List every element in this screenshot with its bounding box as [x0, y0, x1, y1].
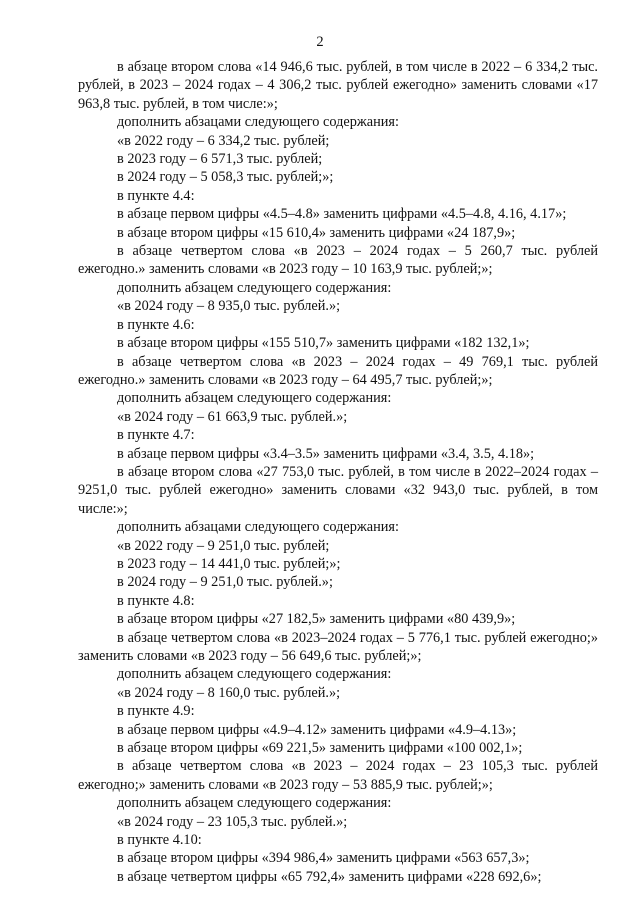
paragraph-17: в пункте 4.7: — [117, 427, 195, 444]
paragraph-26: в абзаце четвертом слова «в 2023–2024 годах – 5 776,1 тыс. рублей ежегодно;» заменить словами «в 2023 году – 56 649,6 тыс. рублей;»; — [78, 629, 598, 664]
paragraph-28: «в 2024 году – 8 160,0 тыс. рублей.»; — [117, 684, 341, 701]
paragraph-22: в 2023 году – 14 441,0 тыс. рублей;»; — [117, 555, 341, 572]
paragraph-27: дополнить абзацем следующего содержания: — [117, 666, 392, 683]
paragraph-29: в пункте 4.9: — [117, 703, 195, 720]
paragraph-8: в абзаце втором цифры «15 610,4» заменить цифрами «24 187,9»; — [117, 224, 516, 241]
paragraph-14: в абзаце четвертом слова «в 2023 – 2024 годах – 49 769,1 тыс. рублей ежегодно.» заменить словами «в 2023 году – 64 495,7 тыс. рублей;»; — [78, 353, 598, 388]
paragraph-13: в абзаце втором цифры «155 510,7» заменить цифрами «182 132,1»; — [117, 335, 530, 352]
paragraph-35: в пункте 4.10: — [117, 832, 202, 849]
paragraph-6: в пункте 4.4: — [117, 187, 195, 204]
paragraph-2: дополнить абзацами следующего содержания: — [117, 114, 399, 131]
paragraph-31: в абзаце втором цифры «69 221,5» заменить цифрами «100 002,1»; — [117, 740, 523, 757]
paragraph-30: в абзаце первом цифры «4.9–4.12» заменить цифрами «4.9–4.13»; — [117, 721, 517, 738]
paragraph-15: дополнить абзацем следующего содержания: — [117, 390, 392, 407]
paragraph-5: в 2024 году – 5 058,3 тыс. рублей;»; — [117, 169, 334, 186]
paragraph-20: дополнить абзацами следующего содержания: — [117, 519, 399, 536]
paragraph-4: в 2023 году – 6 571,3 тыс. рублей; — [117, 151, 323, 168]
paragraph-33: дополнить абзацем следующего содержания: — [117, 795, 392, 812]
paragraph-7: в абзаце первом цифры «4.5–4.8» заменить цифрами «4.5–4.8, 4.16, 4.17»; — [117, 206, 567, 223]
paragraph-36: в абзаце втором цифры «394 986,4» заменить цифрами «563 657,3»; — [117, 850, 530, 867]
paragraph-10: дополнить абзацем следующего содержания: — [117, 279, 392, 296]
paragraph-18: в абзаце первом цифры «3.4–3.5» заменить цифрами «3.4, 3.5, 4.18»; — [117, 445, 535, 462]
paragraph-16: «в 2024 году – 61 663,9 тыс. рублей.»; — [117, 408, 348, 425]
paragraph-12: в пункте 4.6: — [117, 316, 195, 333]
paragraph-21: «в 2022 году – 9 251,0 тыс. рублей; — [117, 537, 330, 554]
paragraph-19: в абзаце втором слова «27 753,0 тыс. рублей, в том числе в 2022–2024 годах – 9251,0 тыс. рублей ежегодно» заменить словами «32 943,0 тыс. рублей, в том числе:»; — [78, 463, 598, 517]
document-body — [78, 58, 598, 886]
paragraph-34: «в 2024 году – 23 105,3 тыс. рублей.»; — [117, 813, 348, 830]
paragraph-24: в пункте 4.8: — [117, 592, 195, 609]
paragraph-32: в абзаце четвертом слова «в 2023 – 2024 годах – 23 105,3 тыс. рублей ежегодно;» заменить словами «в 2023 году – 53 885,9 тыс. рублей;»; — [78, 758, 598, 793]
paragraph-3: «в 2022 году – 6 334,2 тыс. рублей; — [117, 132, 330, 149]
paragraph-37: в абзаце четвертом цифры «65 792,4» заменить цифрами «228 692,6»; — [117, 868, 542, 885]
page-number: 2 — [316, 34, 324, 50]
paragraph-23: в 2024 году – 9 251,0 тыс. рублей.»; — [117, 574, 333, 591]
paragraph-9: в абзаце четвертом слова «в 2023 – 2024 годах – 5 260,7 тыс. рублей ежегодно.» заменить словами «в 2023 году – 10 163,9 тыс. рублей;»; — [78, 243, 598, 278]
paragraph-1: в абзаце втором слова «14 946,6 тыс. рублей, в том числе в 2022 – 6 334,2 тыс. рублей, в 2023 – 2024 годах – 4 306,2 тыс. рублей ежегодно» заменить словами «17 963,8 тыс. рублей, в том числе:»; — [78, 59, 598, 112]
paragraph-25: в абзаце втором цифры «27 182,5» заменить цифрами «80 439,9»; — [117, 611, 516, 628]
paragraph-11: «в 2024 году – 8 935,0 тыс. рублей.»; — [117, 298, 341, 315]
